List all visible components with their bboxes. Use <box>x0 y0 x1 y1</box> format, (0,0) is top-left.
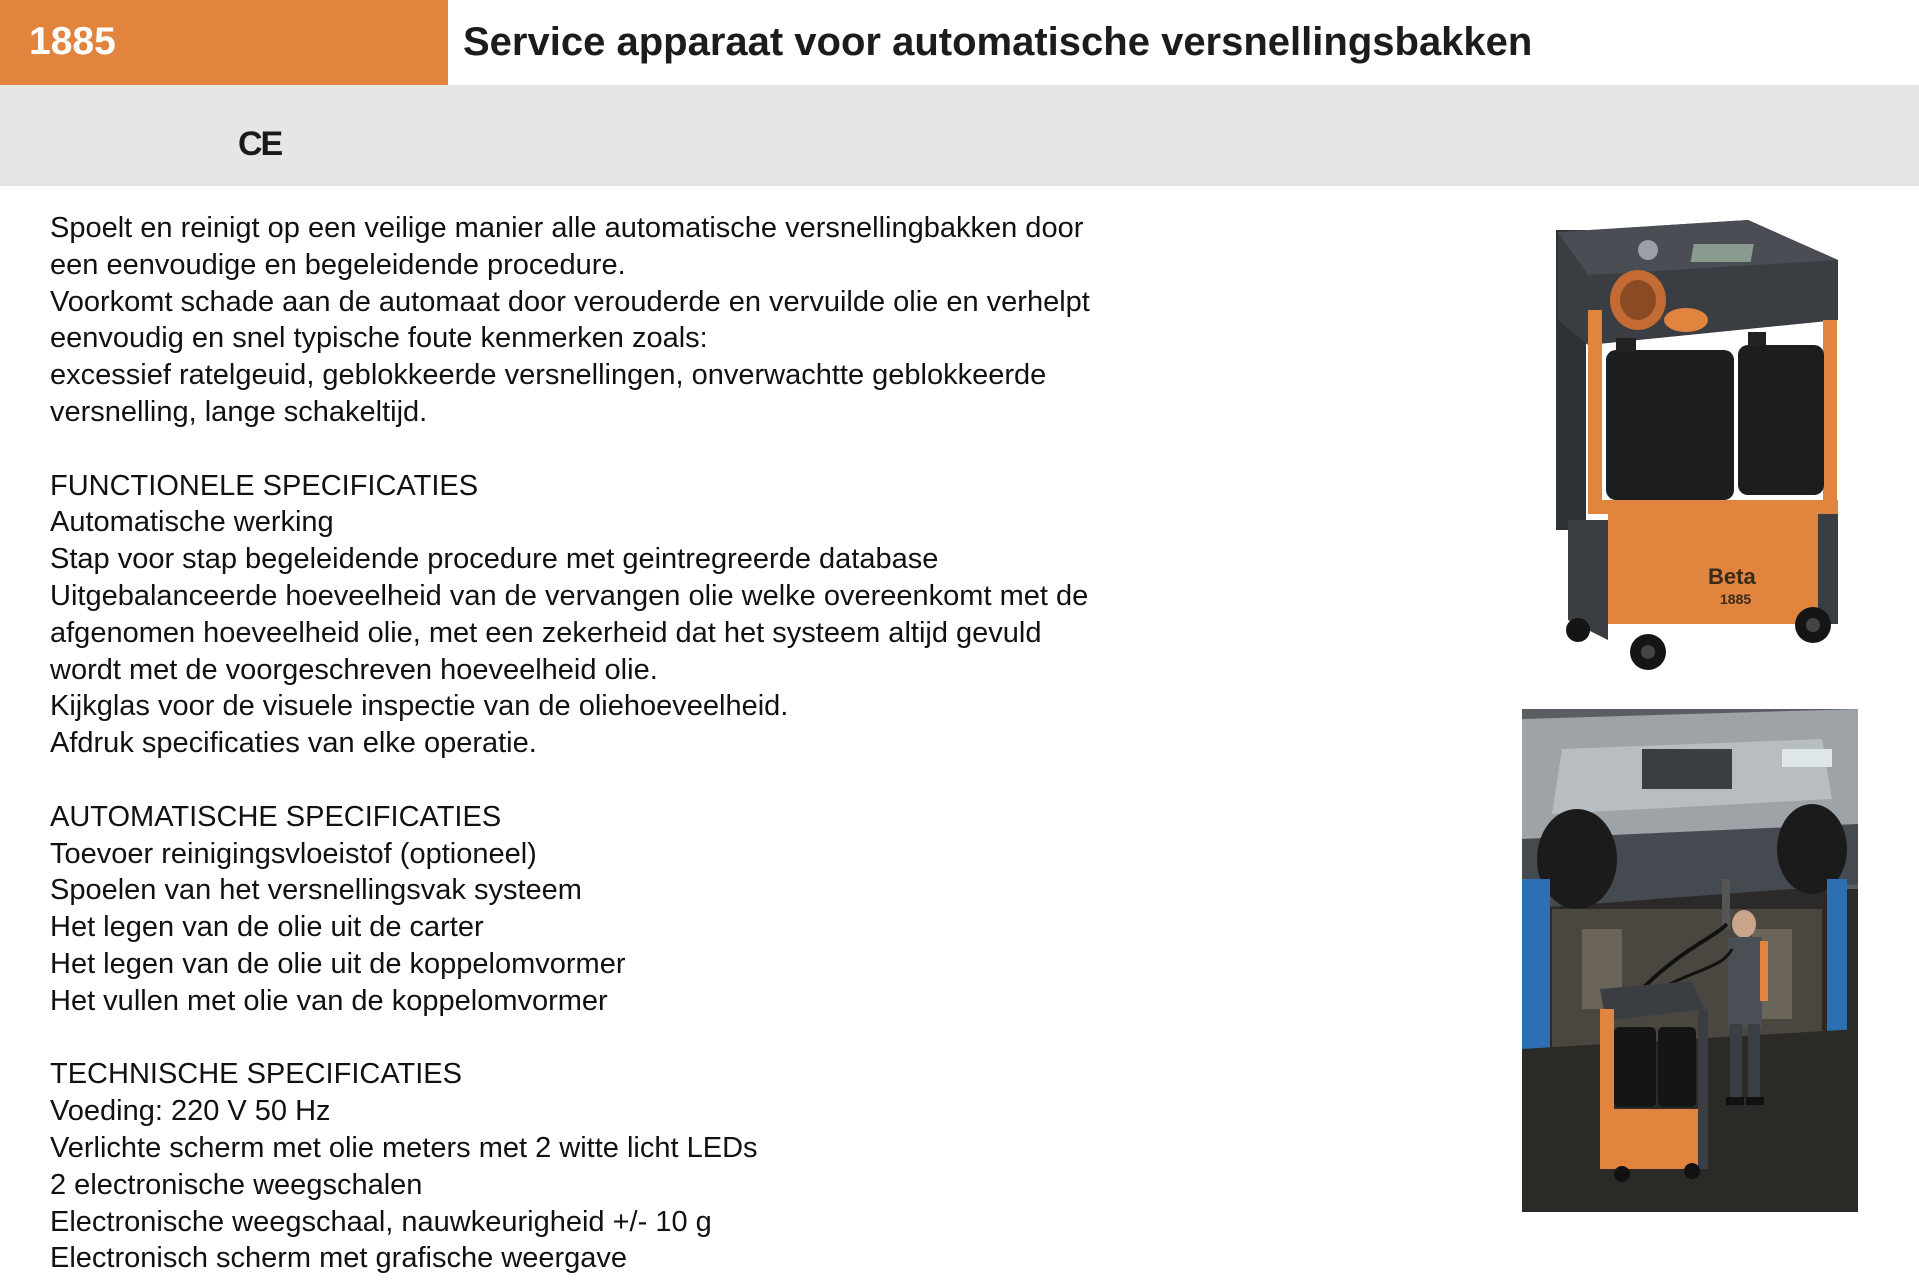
automatic-line: Spoelen van het versnellingsvak systeem <box>50 874 582 907</box>
automatic-line: Het legen van de olie uit de koppelomvormer <box>50 947 626 980</box>
technical-line: Verlichte scherm met olie meters met 2 witte licht LEDs <box>50 1131 758 1164</box>
automatic-line: Het vullen met olie van de koppelomvormer <box>50 984 608 1017</box>
functional-line: Stap voor stap begeleidende procedure met geintregreerde database <box>50 543 939 576</box>
technical-line: Electronische weegschaal, nauwkeurigheid +/- 10 g <box>50 1205 712 1238</box>
ce-mark-icon <box>238 124 281 164</box>
technical-section <box>50 1056 1230 1277</box>
functional-line: Automatische werking <box>50 506 334 539</box>
product-code-box <box>0 0 448 85</box>
functional-section <box>50 468 1230 762</box>
intro-line: eenvoudig en snel typische foute kenmerken zoals: <box>50 322 708 355</box>
page-title: Service apparaat voor automatische versnellingsbakken <box>463 20 1533 64</box>
functional-heading: FUNCTIONELE SPECIFICATIES <box>50 469 479 502</box>
intro-line: een eenvoudige en begeleidende procedure. <box>50 248 626 281</box>
model-label: 1885 <box>1720 591 1752 607</box>
functional-line: Kijkglas voor de visuele inspectie van de oliehoeveelheid. <box>50 690 789 723</box>
brand-label: Beta <box>1708 564 1756 589</box>
workshop-photo <box>1522 709 1858 1212</box>
intro-line: excessief ratelgeuid, geblokkeerde versnellingen, onverwachtte geblokkeerde <box>50 359 1047 392</box>
ce-mark-text: CE <box>238 125 282 163</box>
product-code: 1885 <box>29 20 116 63</box>
functional-line: Uitgebalanceerde hoeveelheid van de vervangen olie welke overeenkomt met de <box>50 579 1089 612</box>
functional-line: afgenomen hoeveelheid olie, met een zekerheid dat het systeem altijd gevuld <box>50 616 1042 649</box>
technical-line: Voeding: 220 V 50 Hz <box>50 1095 331 1128</box>
functional-line: wordt met de voorgeschreven hoeveelheid olie. <box>50 653 658 686</box>
certification-band <box>0 85 1919 186</box>
automatic-section <box>50 799 1230 1020</box>
product-machine-image <box>1548 220 1858 680</box>
technical-line: 2 electronische weegschalen <box>50 1168 423 1201</box>
intro-paragraph <box>50 210 1230 431</box>
automatic-line: Het legen van de olie uit de carter <box>50 911 484 944</box>
automatic-line: Toevoer reinigingsvloeistof (optioneel) <box>50 837 537 870</box>
intro-line: Spoelt en reinigt op een veilige manier alle automatische versnellingbakken door <box>50 212 1084 244</box>
functional-line: Afdruk specificaties van elke operatie. <box>50 727 537 760</box>
intro-line: Voorkomt schade aan de automaat door verouderde en vervuilde olie en verhelpt <box>50 285 1090 318</box>
description-body <box>50 210 1230 1281</box>
technical-heading: TECHNISCHE SPECIFICATIES <box>50 1058 462 1091</box>
intro-line: versnelling, lange schakeltijd. <box>50 395 428 428</box>
automatic-heading: AUTOMATISCHE SPECIFICATIES <box>50 800 502 833</box>
technical-line: Electronisch scherm met grafische weergave <box>50 1242 628 1275</box>
